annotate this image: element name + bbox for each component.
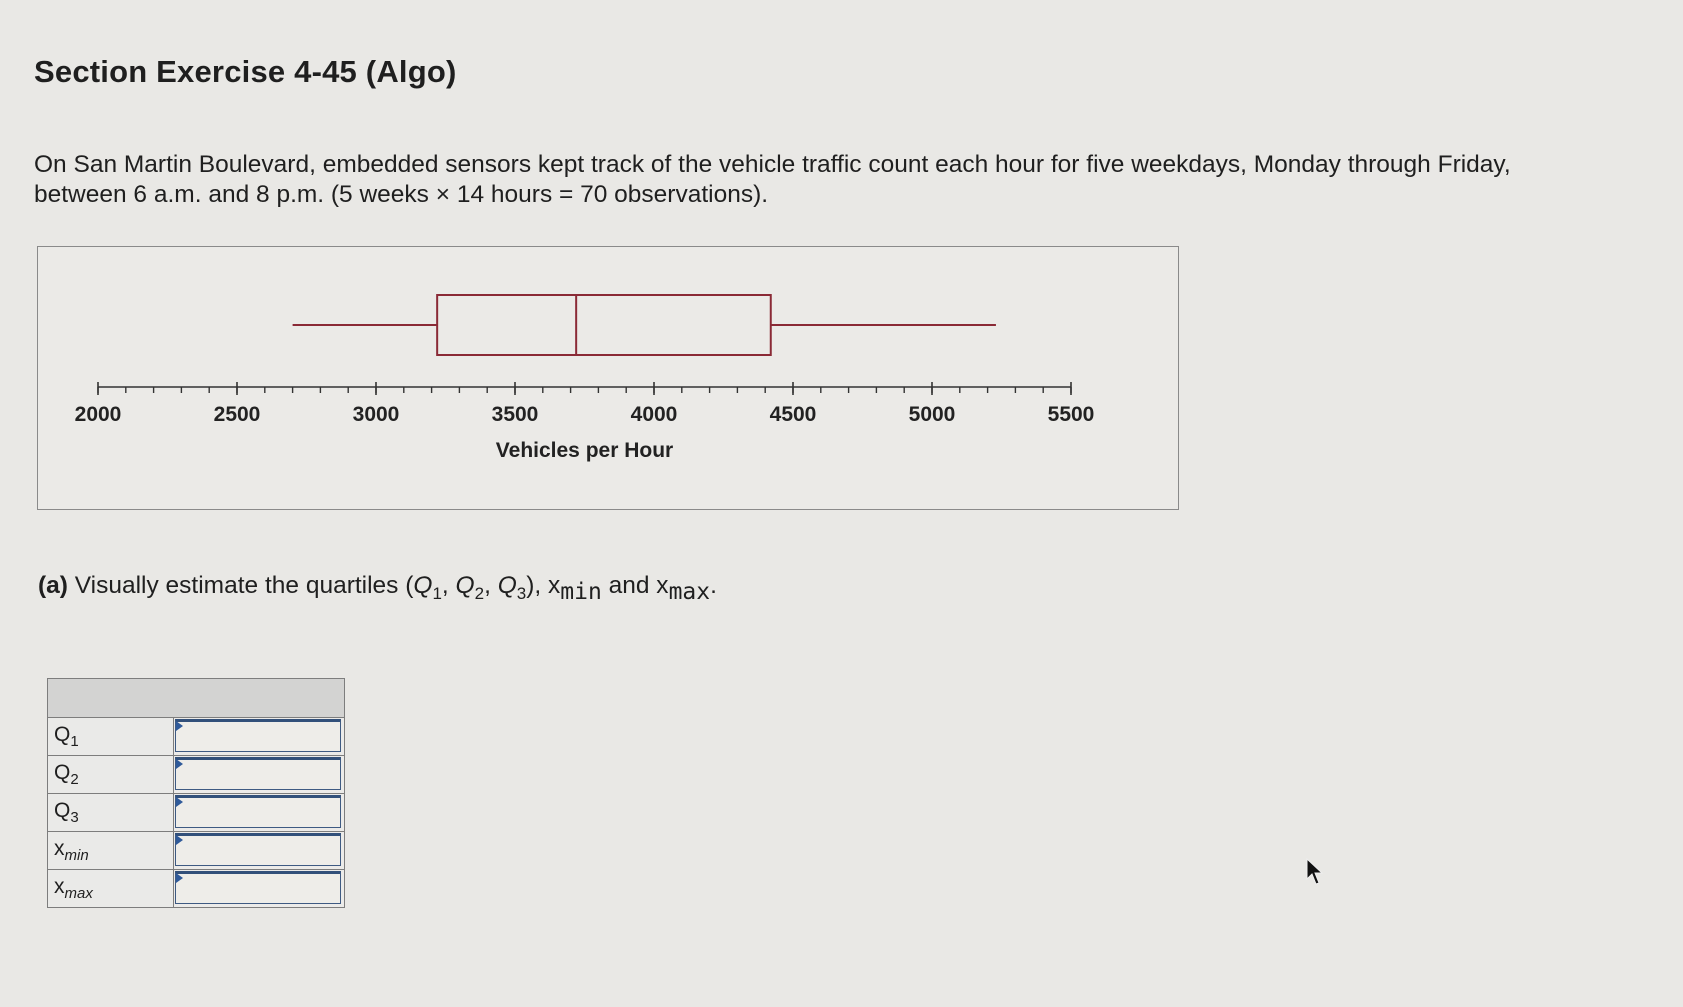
q1-sub: 1 [432, 583, 442, 603]
flag-icon [176, 759, 183, 769]
problem-statement: On San Martin Boulevard, embedded sensors kept track of the vehicle traffic count each hour for five weekdays, Monday through Friday, between 6 a.m. and 8 p.m. (5 weeks × 14 hours = 70 observations). [34, 151, 1511, 208]
answer-table [47, 678, 345, 908]
flag-icon [176, 835, 183, 845]
mouse-pointer-icon [1306, 858, 1326, 886]
xmax-sub: max [668, 578, 711, 605]
question-part-label: (a) [38, 572, 68, 599]
row-label-sub: 1 [70, 733, 79, 751]
flag-icon [176, 797, 183, 807]
page-title: Section Exercise 4-45 (Algo) [34, 54, 457, 89]
iqr-box [437, 295, 771, 355]
q3-symbol: Q [497, 572, 517, 599]
x-tick-label: 3500 [491, 403, 539, 426]
table-row [48, 718, 345, 756]
answer-cell-xmax [174, 870, 345, 908]
answer-table-header-cell [48, 679, 345, 718]
question-sep-1: , [441, 572, 456, 599]
answer-cell-q1 [174, 718, 345, 756]
q1-symbol: Q [413, 572, 433, 599]
boxplot-svg [38, 247, 1178, 509]
question-and: and x [601, 572, 669, 599]
q1-input[interactable] [175, 719, 341, 752]
x-tick-label: 2500 [213, 403, 261, 426]
row-label-q2 [48, 756, 174, 794]
row-label-text: Q [54, 798, 71, 822]
table-row [48, 832, 345, 870]
question-text-before: Visually estimate the quartiles ( [74, 572, 414, 599]
answer-table-header [48, 679, 345, 718]
table-row [48, 870, 345, 908]
x-axis-label: Vehicles per Hour [495, 439, 674, 462]
q3-input[interactable] [175, 795, 341, 828]
row-label-sub: 3 [70, 809, 79, 827]
flag-icon [176, 721, 183, 731]
xmin-input[interactable] [175, 833, 341, 866]
q3-sub: 3 [516, 583, 527, 603]
x-tick-label: 5500 [1047, 403, 1095, 426]
table-row [48, 756, 345, 794]
row-label-text: Q [54, 760, 71, 784]
flag-icon [176, 873, 183, 883]
x-tick-label: 3000 [352, 403, 400, 426]
row-label-sub: 2 [70, 771, 79, 789]
row-label-text: Q [54, 722, 71, 746]
x-tick-label: 4500 [769, 403, 817, 426]
answer-cell-q3 [174, 794, 345, 832]
boxplot-chart [37, 246, 1179, 510]
row-label-sub: max [64, 885, 93, 903]
x-tick-label: 4000 [630, 403, 678, 426]
answer-cell-xmin [174, 832, 345, 870]
q2-input[interactable] [175, 757, 341, 790]
question-text-mid: ), x [526, 572, 561, 599]
xmin-sub: min [560, 578, 602, 605]
table-row [48, 794, 345, 832]
row-label-q3 [48, 794, 174, 832]
question-sep-2: , [484, 572, 498, 599]
row-label-xmax [48, 870, 174, 908]
question-end: . [710, 572, 717, 599]
row-label-q1 [48, 718, 174, 756]
row-label-sub: min [64, 847, 89, 865]
x-tick-label: 5000 [908, 403, 956, 426]
question-a [38, 572, 717, 605]
row-label-text: x [54, 874, 65, 898]
xmax-input[interactable] [175, 871, 341, 904]
row-label-text: x [54, 836, 65, 860]
row-label-xmin [48, 832, 174, 870]
answer-cell-q2 [174, 756, 345, 794]
q2-sub: 2 [474, 583, 485, 603]
q2-symbol: Q [455, 572, 475, 599]
x-tick-label: 2000 [74, 403, 122, 426]
